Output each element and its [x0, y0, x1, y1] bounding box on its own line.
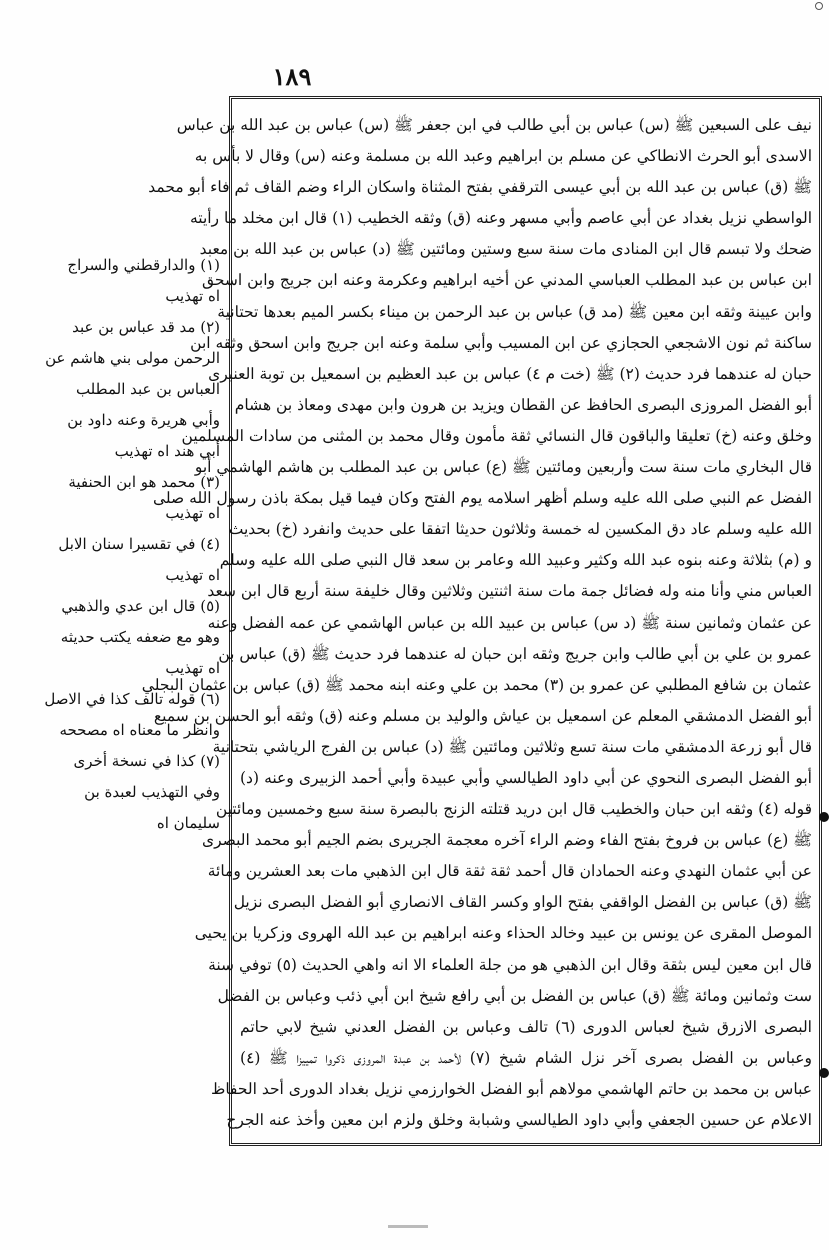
footnote-line: العباس بن عبد المطلب	[75, 380, 220, 398]
main-text-line: البصرى الازرق شيخ لعباس الدورى (٦) تالف وعباس بن الفضل العدني شيخ لابي حاتم	[240, 1017, 812, 1036]
footnote-line: (١) والدارقطني والسراج	[67, 256, 220, 274]
edge-mark	[819, 1068, 829, 1078]
footnote-line: وانظر ما معناه اه مصححه	[59, 721, 220, 739]
main-text-line: و (م) بثلاثة وعنه بنوه عبد الله وكثير وعبيد الله وعامر بن سعد قال النبي صلى الله عليه وسلم	[219, 551, 812, 570]
page-number: ١٨٩	[272, 62, 312, 91]
footnote-line: اه تهذيب	[165, 566, 220, 584]
footnote-line: (٣) محمد هو ابن الحنفية	[68, 473, 220, 491]
footnote-line: وهو مع ضعفه يكتب حديثه	[60, 628, 220, 646]
main-text-line: أبو الفضل الدمشقي المعلم عن اسمعيل بن عياش والوليد بن مسلم وعنه (ق) وثقه أبو الحسن بن سميع	[153, 706, 812, 725]
footnote-line: سليمان اه	[156, 814, 220, 832]
main-text-line: الواسطي نزيل بغداد عن أبي عاصم وأبي مسهر وعنه (ق) وثقه الخطيب (١) قال ابن مخلد ما رأيته	[189, 209, 812, 228]
footnote-line: (٤) في تقسيرا سنان الابل	[58, 535, 220, 553]
footnote-line: اه تهذيب	[165, 659, 220, 677]
main-text-line: أبو الفضل المروزى البصرى الحافظ عن القطان ويزيد بن هرون وابن مهدى ومعاذ بن هشام	[234, 395, 812, 414]
main-text-line: ساكنة ثم نون الاشجعي الحجازي عن ابن المسيب وأبي سلمة وعنه ابن جريج وابن اسحق وثقه ابن	[190, 333, 812, 352]
main-text-line: قال البخاري مات سنة ست وأربعين ومائتين ﷺ (ع) عباس بن عبد المطلب بن هاشم الهاشمي أبو	[194, 458, 812, 477]
footnote-line: اه تهذيب	[165, 287, 220, 305]
footnote-line: وأبي هريرة وعنه داود بن	[67, 411, 220, 429]
main-text-line: حبان له عندهما فرد حديث (٢) ﷺ (خت م ٤) عباس بن عبد العظيم بن اسمعيل بن توبة العنبرى	[208, 364, 812, 383]
top-corner-mark	[815, 2, 823, 10]
footnote-line: وفي التهذيب لعبدة بن	[84, 783, 220, 801]
scan-smudge	[388, 1225, 428, 1228]
main-text-line: ﷺ (ق) عباس بن الفضل الواقفي بفتح الواو وكسر القاف الانصاري أبو الفضل البصرى نزيل	[233, 893, 812, 912]
main-text-line: قال أبو زرعة الدمشقي مات سنة تسع وثلاثين ومائتين ﷺ (د) عباس بن الفرج الرياشي بتحتانية	[212, 737, 812, 756]
main-text-line: العباس مني وأنا منه وله فضائل جمة مات سنة اثنتين وثلاثين وقال خليفة سنة أربع قال ابن سعد	[207, 582, 812, 601]
footnote-line: (٥) قال ابن عدي والذهبي	[61, 597, 220, 615]
main-text-line: الفضل عم النبي صلى الله عليه وسلم أظهر اسلامه يوم الفتح وكان فيما قيل بمكة باذن رسول الله صلى	[153, 489, 812, 508]
main-text-line: الموصل المقرى عن يونس بن عبيد وخالد الحذاء وعنه ابراهيم بن عبد الله الهروى وزكريا بن يحيى	[194, 924, 812, 943]
main-text-line: عن أبي عثمان النهدي وعنه الحمادان قال أحمد ثقة ثقة قال ابن الذهبي مات بعد العشرين ومائة	[207, 862, 812, 881]
main-text-line: عمرو بن علي بن أبي طالب وابن جريج وثقه ابن حبان له عندهما فرد حديث ﷺ (ق) عباس بن	[218, 644, 812, 663]
footnote-line: (٢) مد قد عباس بن عبد	[72, 318, 220, 336]
main-text-line: ضحك ولا تبسم قال ابن المنادى مات سنة سبع وستين ومائتين ﷺ (د) عباس بن عبد الله بن معبد	[199, 240, 812, 259]
main-text-line: الاسدى أبو الحرث الانطاكي عن مسلم بن ابراهيم وعبد الله بن مسلمة وعنه (س) وقال لا بأس به	[194, 147, 812, 166]
main-text-line: عباس بن محمد بن حاتم الهاشمي مولاهم أبو الفضل الخوارزمي نزيل بغداد الدورى أحد الحفاظ	[210, 1079, 812, 1098]
footnote-line: أبي هند اه تهذيب	[114, 442, 220, 460]
main-text-line: الاعلام عن حسين الجعفي وأبي داود الطيالسي وشبابة وخلق ولزم ابن معين وأخذ عنه الجرح	[226, 1111, 812, 1129]
main-text-line: وابن عيينة وثقه ابن معين ﷺ (مد ق) عباس بن عبد الرحمن بن ميناء بكسر الميم بعدها تحتانية	[217, 302, 812, 321]
main-text-line: أبو الفضل البصرى النحوي عن أبي داود الطيالسي وأبي عبيدة وأبي أحمد الزبيرى وعنه (د)	[240, 768, 812, 787]
footnote-line: الرحمن مولى بني هاشم عن	[45, 349, 220, 367]
footnote-line: (٧) كذا في نسخة أخرى	[73, 752, 220, 770]
edge-mark	[819, 812, 829, 822]
main-text-line: قوله (٤) وثقه ابن حبان والخطيب قال ابن دريد قتلته الزنج بالبصرة سنة سبع وخمسين ومائتين	[215, 800, 812, 819]
main-text-line: عن عثمان وثمانين سنة ﷺ (د س) عباس بن عبيد الله بن عباس الهاشمي عن عمه الفضل وعنه	[207, 613, 812, 632]
main-text-line: نيف على السبعين ﷺ (س) عباس بن أبي طالب في ابن جعفر ﷺ (س) عباس بن عبد الله بن عباس	[176, 116, 812, 134]
main-text-line: عثمان بن شافع المطلبي عن عمرو بن (٣) محمد بن علي وعنه ابنه محمد ﷺ (ق) عباس بن عثمان البجلي	[141, 675, 812, 694]
main-text-line: وخلق وعنه (خ) تعليقا والباقون قال النسائي ثقة مأمون وقال محمد بن المثنى من سادات المسلمين	[181, 426, 812, 445]
footnote-line: اه تهذيب	[165, 504, 220, 522]
main-text-line: الله عليه وسلم عاد دق المكسين له خمسة وثلاثون حديثا اتفقا على حديث وانفرد (خ) بحديث	[228, 520, 812, 539]
main-text-line: وعباس بن الفضل بصرى آخر نزل الشام شيخ (٧) لأحمد بن عبدة المروزى ذكروا تمييزا ﷺ (٤)	[240, 1048, 812, 1067]
main-text-line: ابن عباس بن عبد المطلب العباسي المدني عن أخيه ابراهيم وعكرمة وعنه ابن جريج وابن اسحق	[201, 271, 812, 290]
main-text-line: ست وثمانين ومائة ﷺ (ق) عباس بن الفضل بن أبي رافع شيخ ابن أبي ذئب وعباس بن الفضل	[217, 986, 812, 1005]
footnote-line: (٦) قوله تالف كذا في الاصل	[44, 690, 220, 708]
margin-footnotes	[10, 250, 220, 839]
main-text-line: ﷺ (ق) عباس بن عبد الله بن أبي عيسى الترقفي بفتح المثناة واسكان الراء وضم القاف ثم فاء أبو محمد	[148, 178, 812, 197]
main-text-line: ﷺ (ع) عباس بن فروخ بفتح الفاء وضم الراء آخره معجمة الجريرى بضم الجيم أبو محمد البصرى	[201, 831, 812, 850]
main-text-line: قال ابن معين ليس بثقة وقال ابن الذهبي هو من جلة العلماء الا انه واهي الحديث (٥) توفي سنة	[208, 955, 812, 974]
